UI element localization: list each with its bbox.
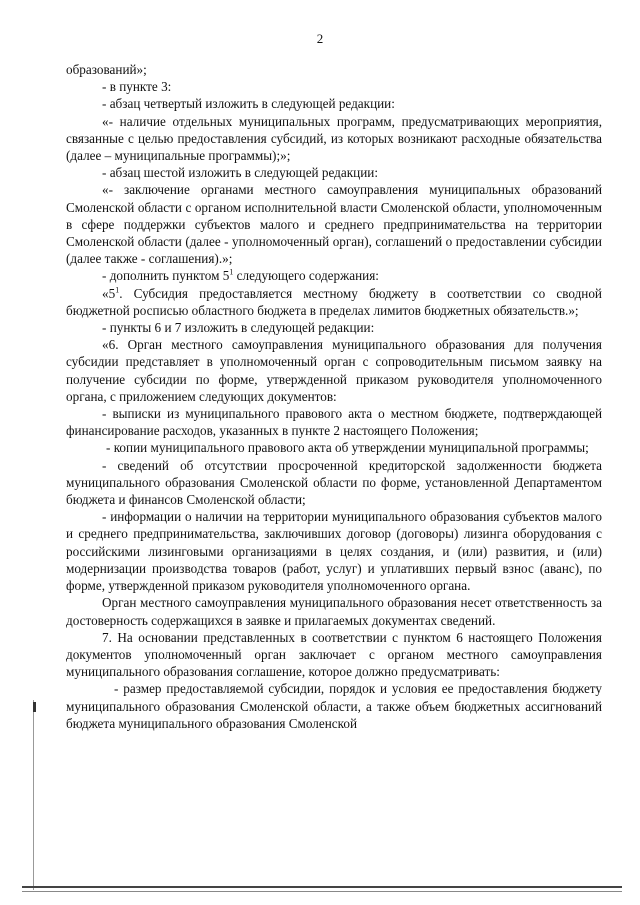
paragraph-point-7: 7. На основании представленных в соответствии с пунктом 6 настоящего Положения документов уполномоченный орган заключает с органом местного самоуправления муниципального образования соглашение, которое должно предусматривать:	[66, 629, 602, 680]
document-body	[66, 61, 602, 732]
page-number: 2	[316, 31, 324, 46]
superscript: 1	[115, 285, 120, 295]
paragraph-point-5-1	[66, 285, 602, 319]
paragraph-point-6: «6. Орган местного самоуправления муниципального образования для получения субсидии представляет в уполномоченный орган с сопроводительным письмом заявку на получение субсидии по форме, утвержденной приказом руководителя уполномоченного органа, с приложением следующих документов:	[66, 337, 602, 404]
scan-bottom-edge	[22, 886, 622, 888]
superscript: 1	[229, 268, 234, 278]
paragraph-abzac-6: - абзац шестой изложить в следующей редакции:	[102, 165, 378, 181]
paragraph-municipal-programs: «- наличие отдельных муниципальных программ, предусматривающих мероприятия, связанные с целью предоставления субсидий, из которых возникают расходные обязательства (далее – муниципальные программы);»;	[66, 113, 602, 164]
paragraph-add-point-5-1	[66, 267, 602, 284]
paragraph-points-6-7: - пункты 6 и 7 изложить в следующей редакции:	[102, 320, 375, 336]
text-fragment: . Субсидия предоставляется местному бюджету в соответствии со сводной бюджетной росписью областного бюджета в пределах лимитов бюджетных обязательств.»;	[66, 285, 602, 318]
scan-bottom-edge-shadow	[22, 891, 622, 892]
text-fragment: «5	[102, 285, 116, 301]
paragraph-point-3: - в пункте 3:	[102, 79, 172, 95]
paragraph-debt-info: - сведений об отсутствии просроченной кредиторской задолженности бюджета муниципального образования Смоленской области по форме, установленной Департаментом бюджета и финансов Смоленской области;	[66, 457, 602, 508]
text-fragment: - дополнить пунктом 5	[102, 268, 230, 284]
text-fragment: следующего содержания:	[233, 268, 379, 284]
paragraph-copy: - копии муниципального правового акта об утверждении муниципальной программы;	[106, 440, 589, 456]
scan-mark	[33, 702, 36, 712]
paragraph-abzac-4: - абзац четвертый изложить в следующей редакции:	[102, 96, 395, 112]
paragraph-continuation: образований»;	[66, 62, 147, 77]
paragraph-responsibility: Орган местного самоуправления муниципального образования несет ответственность за достоверность содержащихся в заявке и прилагаемых документах сведений.	[66, 595, 602, 628]
paragraph-extract: - выписки из муниципального правового акта о местном бюджете, подтверждающей финансирование расходов, указанных в пункте 2 настоящего Положения;	[66, 406, 602, 439]
paragraph-leasing-info: - информации о наличии на территории муниципального образования субъектов малого и среднего предпринимательства, заключивших договор (договоры) лизинга оборудования с российскими лизинговыми организациями в целях создания, и (или) развития, и (или) модернизации производства товаров (работ, услуг) и уплативших первый взнос (аванс), по форме, утвержденной приказом руководителя уполномоченного органа.	[66, 509, 602, 594]
paragraph-agreements: «- заключение органами местного самоуправления муниципальных образований Смоленской области с органом исполнительной власти Смоленской области, уполномоченным в сфере поддержки субъектов малого и среднего предпринимательства на территории Смоленской области (далее - уполномоченный орган), соглашений о предоставлении субсидии (далее также - соглашения).»;	[66, 182, 602, 267]
paragraph-subsidy-size: - размер предоставляемой субсидии, порядок и условия ее предоставления бюджету муниципального образования Смоленской области, а также объем бюджетных ассигнований бюджета муниципального образования Смоленской	[66, 681, 602, 731]
scan-margin-line	[33, 700, 34, 890]
